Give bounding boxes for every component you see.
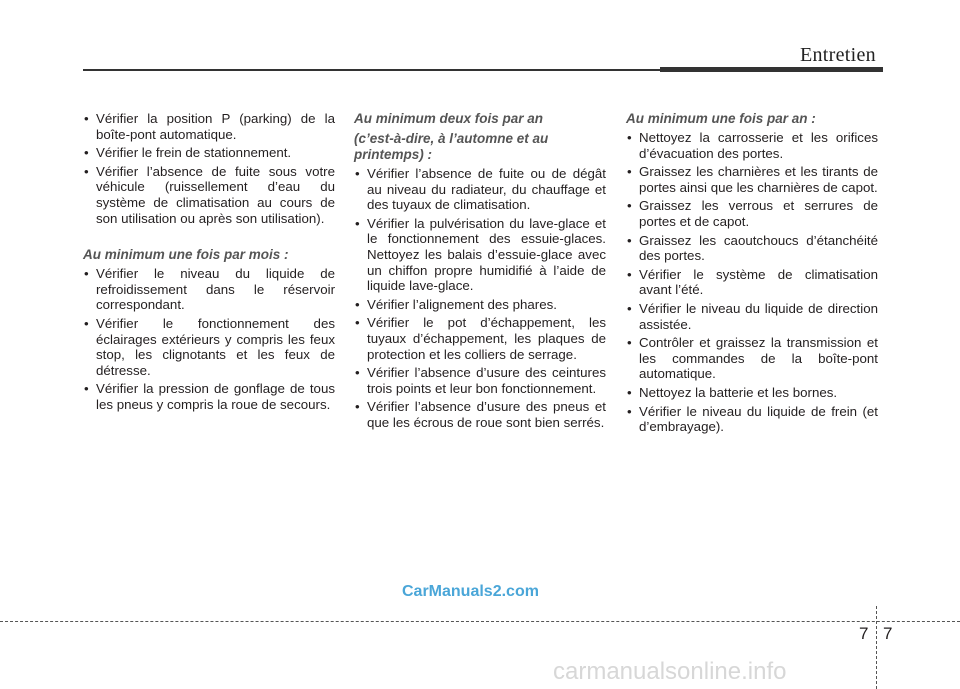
list-item: • Vérifier la pression de gonflage de tous les pneus y compris la roue de secours. [83,381,335,412]
page-header-title: Entretien [799,44,876,66]
header-rule [83,69,663,71]
list-item: • Vérifier le frein de stationnement. [83,145,335,161]
list-item: • Vérifier l’absence d’usure des pneus et que les écrous de roue sont bien serrés. [354,399,606,430]
list-item: • Vérifier le pot d’échappement, les tuyaux d’échappement, les plaques de protection et les colliers de serrage. [354,315,606,362]
section-title-annual: Au minimum une fois par an : [626,111,816,126]
watermark-link[interactable]: CarManuals2.com [402,583,539,600]
list-item: • Vérifier l’absence de fuite ou de dégât au niveau du radiateur, du chauffage et des tuyaux de climatisation. [354,166,606,213]
list-item: • Vérifier l’absence de fuite sous votre véhicule (ruissellement d’eau du système de climatisation au cours de son utilisation ou après son utilisation). [83,164,335,226]
list-item: • Vérifier l’alignement des phares. [354,297,606,313]
section-subtitle-biannual: (c’est-à-dire, à l’automne et au printemps) : [354,131,549,162]
list-item: • Vérifier le niveau du liquide de frein (et d’embrayage). [626,404,878,435]
footer-page-divider [876,606,877,689]
list-item: • Vérifier le niveau du liquide de direction assistée. [626,301,878,332]
section-title-monthly: Au minimum une fois par mois : [83,247,289,263]
list-item: • Vérifier la pulvérisation du lave-glace et le fonctionnement des essuie-glaces. Nettoyez les balais d’essuie-glace avec un chiffon propre humidifié à l’aide de liquide lave-glace. [354,216,606,294]
list-item: • Graissez les caoutchoucs d’étanchéité des portes. [626,233,878,264]
list-item: • Nettoyez la batterie et les bornes. [626,385,878,401]
footer-divider [0,621,960,622]
list-item: • Vérifier le fonctionnement des éclairages extérieurs y compris les feux stop, les clignotants et les feux de détresse. [83,316,335,378]
column-right [626,111,878,438]
list-item: • Contrôler et graissez la transmission et les commandes de la boîte-pont automatique. [626,335,878,382]
list-item: • Nettoyez la carrosserie et les orifices d’évacuation des portes. [626,130,878,161]
list-item: • Vérifier le niveau du liquide de refroidissement dans le réservoir correspondant. [83,266,335,313]
checklist-biannual [354,166,606,431]
chapter-number: 7 [859,624,869,643]
header-rule-accent [660,67,883,72]
watermark-bottom: carmanualsonline.info [553,658,787,685]
list-item: • Vérifier le système de climatisation avant l’été. [626,267,878,298]
section-title-biannual: Au minimum deux fois par an [354,111,544,126]
list-item: • Graissez les verrous et serrures de portes et de capot. [626,198,878,229]
list-item: • Vérifier la position P (parking) de la boîte-pont automatique. [83,111,335,142]
checklist-monthly [83,266,335,412]
checklist-annual [626,130,878,435]
checklist-general [83,111,335,226]
list-item: • Vérifier l’absence d’usure des ceintures trois points et leur bon fonctionnement. [354,365,606,396]
column-middle [354,111,606,434]
column-left [83,111,335,416]
list-item: • Graissez les charnières et les tirants de portes ainsi que les charnières de capot. [626,164,878,195]
page-number: 7 [883,624,893,643]
